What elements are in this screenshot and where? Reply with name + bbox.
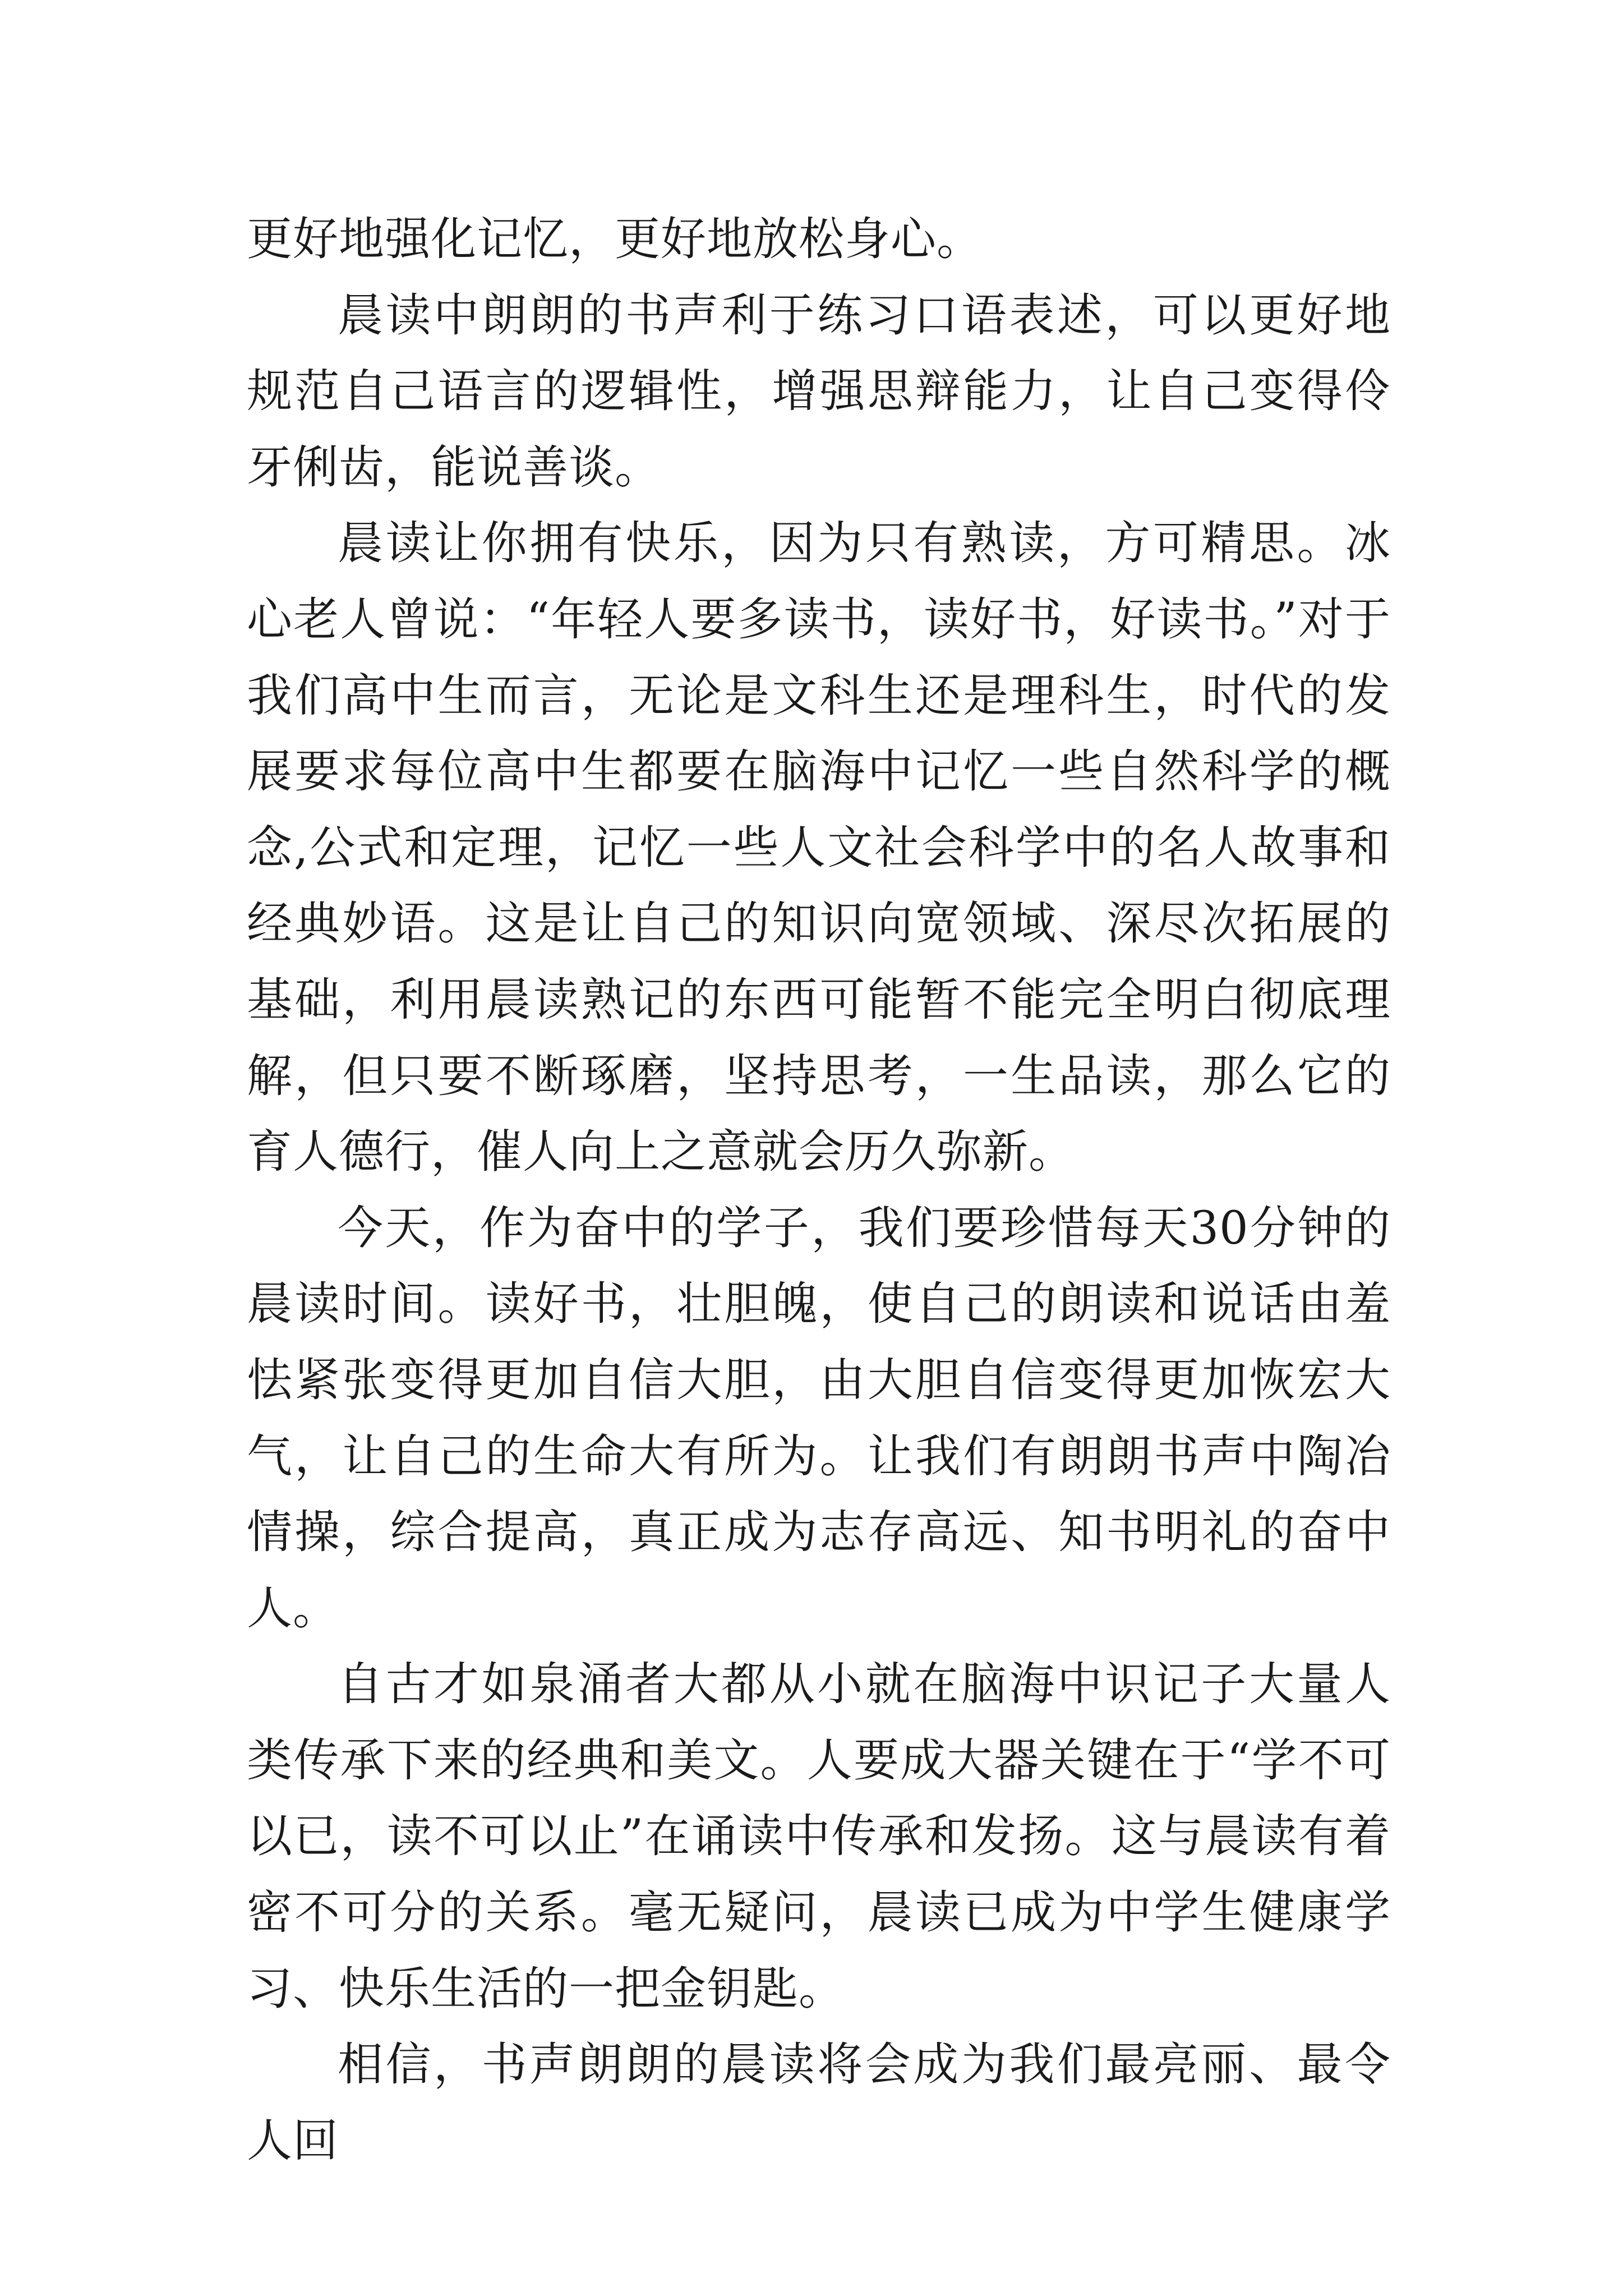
paragraph-continuation: 更好地强化记忆，更好地放松身心。 [247, 213, 983, 266]
paragraph-oral-expression: 晨读中朗朗的书声利于练习口语表述，可以更好地规范自己语言的逻辑性，增强思辩能力，让自己变得伶牙俐齿，能说善谈。 [247, 289, 1391, 494]
paragraph-believe: 相信，书声朗朗的晨读将会成为我们最亮丽、最令人回 [247, 2039, 1391, 2168]
paragraph-since-ancient-times: 自古才如泉涌者大都从小就在脑海中识记子大量人类传承下来的经典和美文。人要成大器关键在于“学不可以已，读不可以止”在诵读中传承和发扬。这与晨读有着密不可分的关系。毫无疑问，晨读已成为中学生健康学习、快乐生活的一把金钥匙。 [247, 1658, 1391, 2016]
paragraph-reading-joy: 晨读让你拥有快乐，因为只有熟读，方可精思。冰心老人曾说：“年轻人要多读书，读好书，好读书。”对于我们高中生而言，无论是文科生还是理科生，时代的发展要求每位高中生都要在脑海中记忆一些自然科学的概念,公式和定理，记忆一些人文社会科学中的名人故事和经典妙语。这是让自己的知识向宽领域、深尽次拓展的基础，利用晨读熟记的东西可能暂不能完全明白彻底理解，但只要不断琢磨，坚持思考，一生品读，那么它的育人德行，催人向上之意就会历久弥新。 [247, 517, 1391, 1179]
paragraph-today: 今天，作为奋中的学子，我们要珍惜每天30分钟的晨读时间。读好书，壮胆魄，使自己的朗读和说话由羞怯紧张变得更加自信大胆，由大胆自信变得更加恢宏大气，让自己的生命大有所为。让我们有朗朗书声中陶冶情操，综合提高，真正成为志存高远、知书明礼的奋中人。 [247, 1202, 1391, 1635]
document-body [247, 202, 1391, 2179]
